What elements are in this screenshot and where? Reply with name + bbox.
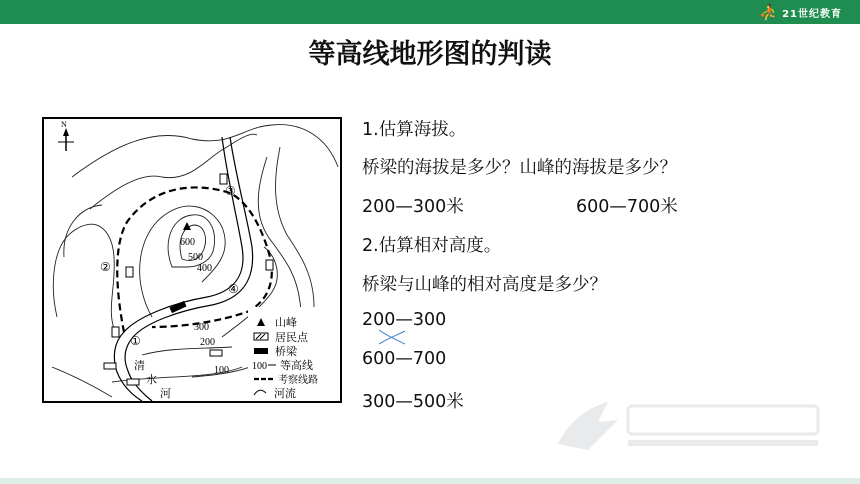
point-4: ④ xyxy=(228,282,239,296)
q1-text: 桥梁的海拔是多少？山峰的海拔是多少？ xyxy=(362,158,677,178)
legend-river: 河流 xyxy=(274,388,296,400)
river-name-2: 水 xyxy=(146,374,157,386)
legend-contour-value: 100 xyxy=(252,361,267,372)
label-400: 400 xyxy=(197,263,212,274)
q2-line-2: 600—700 xyxy=(362,349,447,369)
q1-answer-row xyxy=(362,193,678,218)
map-legend xyxy=(248,307,340,401)
river-name-3: 河 xyxy=(160,388,171,400)
q2-line-3: 300—500米 xyxy=(362,392,464,412)
point-2: ② xyxy=(100,260,111,274)
north-label: N xyxy=(61,120,67,129)
point-1: ① xyxy=(130,334,141,348)
label-600: 600 xyxy=(180,237,195,248)
legend-settlement: 居民点 xyxy=(275,332,308,344)
footer-strip xyxy=(0,478,860,484)
watermark-logo-icon xyxy=(548,392,838,456)
label-300: 300 xyxy=(194,322,209,333)
q1-title: 1.估算海拔。 xyxy=(362,120,467,140)
q2-text: 桥梁与山峰的相对高度是多少？ xyxy=(362,275,607,295)
brand-logo xyxy=(758,2,842,22)
q2-title: 2.估算相对高度。 xyxy=(362,236,502,256)
page-title: 等高线地形图的判读 xyxy=(308,39,552,70)
q1-answer-bridge: 200—300米 xyxy=(362,197,464,217)
point-3: ③ xyxy=(225,184,236,198)
legend-contour: 等高线 xyxy=(280,360,313,372)
legend-bridge-icon xyxy=(254,348,268,354)
legend-peak: 山峰 xyxy=(275,317,297,329)
header-bar xyxy=(0,0,860,24)
label-500: 500 xyxy=(188,252,203,263)
river-name-1: 清 xyxy=(134,360,145,372)
label-200: 200 xyxy=(200,337,215,348)
legend-bridge: 桥梁 xyxy=(275,346,297,358)
subtraction-mark-icon xyxy=(377,328,407,346)
runner-logo-icon: ⛹ xyxy=(758,2,779,22)
label-100: 100 xyxy=(214,365,229,376)
q1-answer-peak: 600—700米 xyxy=(576,197,678,217)
legend-route: 考察线路 xyxy=(278,375,318,386)
logo-text: 21世纪教育 xyxy=(782,8,842,20)
contour-map xyxy=(42,117,342,403)
q2-line-1: 200—300 xyxy=(362,310,447,330)
